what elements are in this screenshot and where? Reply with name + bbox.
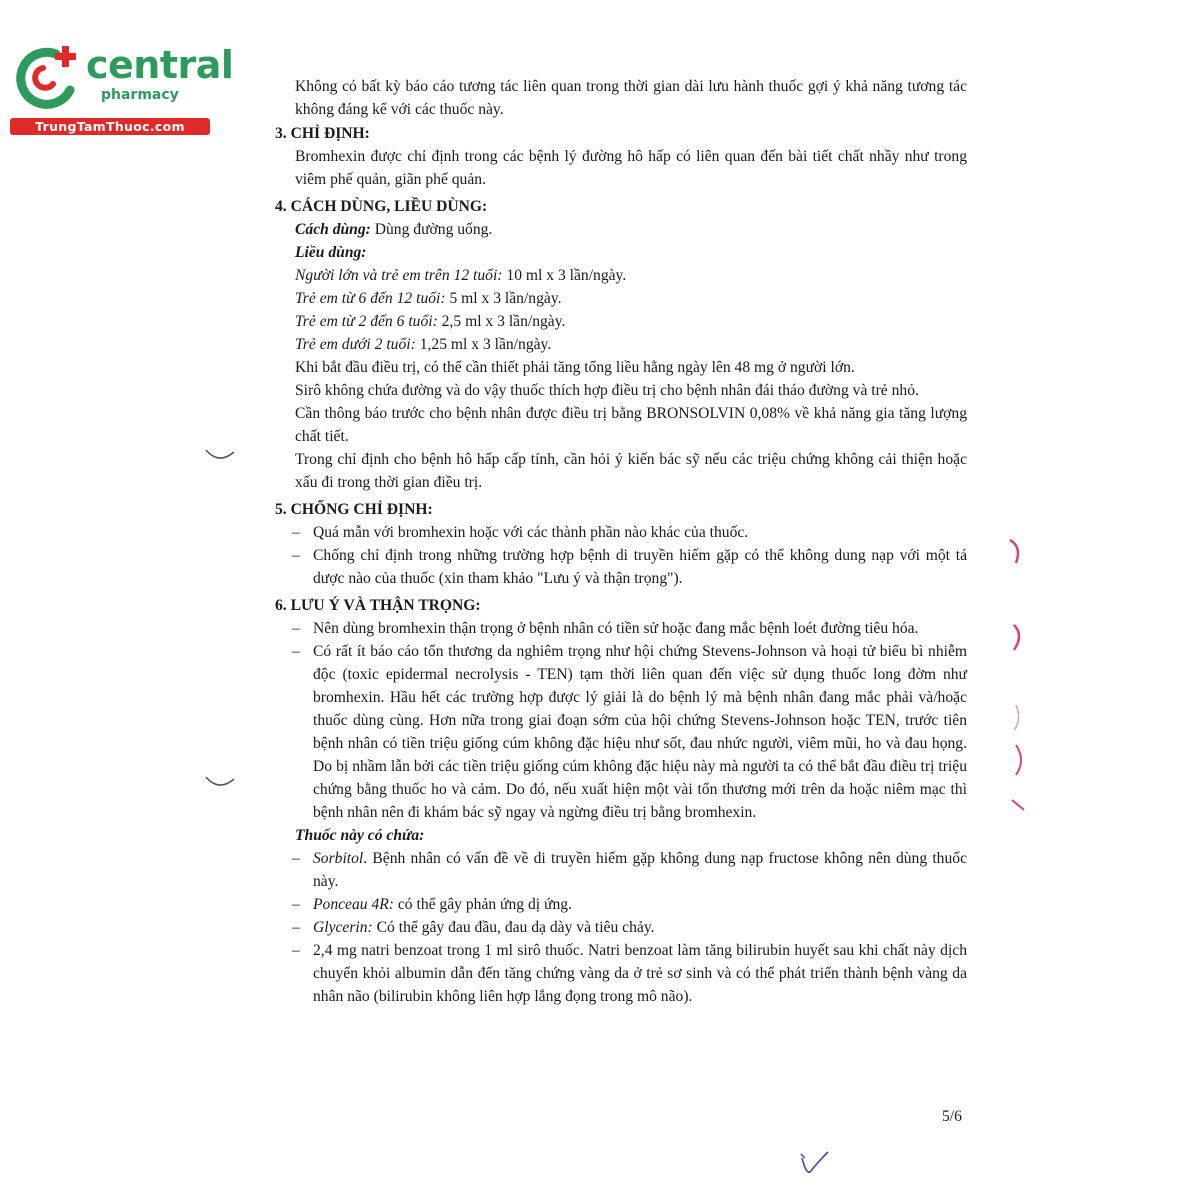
dash-bullet: – <box>292 896 300 913</box>
punch-hole-mark <box>203 772 237 792</box>
dose-line <box>275 287 967 310</box>
excipient-text: có thể gây phản ứng dị ứng. <box>393 896 572 913</box>
pharmacy-cross-icon <box>10 38 90 118</box>
central-pharmacy-logo <box>10 38 234 138</box>
page-number: 5/6 <box>942 1108 962 1125</box>
usage-label: Cách dùng: <box>295 221 371 238</box>
section-5-heading: 5. CHỐNG CHỈ ĐỊNH: <box>275 501 433 518</box>
dash-bullet: – <box>292 524 300 541</box>
interaction-note: Không có bất kỳ báo cáo tương tác liên quan trong thời gian dài lưu hành thuốc gợi ý khả năng tương tác không đáng kể với các thuốc này. <box>295 78 967 118</box>
list-item-text: Có rất ít báo cáo tổn thương da nghiêm trọng như hội chứng Stevens-Johnson và hoại tử biểu bì nhiễm độc (toxic epidermal necrolysis - TEN) tạm thời liên quan đến việc sử dụng thuốc long đờm như bromhexin. Hầu hết các trường hợp được lý giải là do bệnh lý mà bệnh nhân đang mắc phải và/hoặc thuốc dùng cùng. Hơn nữa trong giai đoạn sớm của hội chứng Stevens-Johnson hoặc TEN, trước tiên bệnh nhân có tiền triệu giống cúm không đặc hiệu như sốt, đau nhức người, viêm mũi, ho và đau họng. Do bị nhầm lẫn bởi các tiền triệu giống cúm không đặc hiệu này mà người ta có thể bắt đầu điều trị triệu chứng bằng thuốc ho và cảm. Do đó, nếu xuất hiện một vài tổn thương mới trên da hoặc niêm mạc thì bệnh nhân nên đi khám bác sỹ ngay và ngừng điều trị bằng bromhexin. <box>313 643 967 821</box>
dosage-note: Trong chỉ định cho bệnh hô hấp cấp tính, cần hỏi ý kiến bác sỹ nếu các triệu chứng không cải thiện hoặc xấu đi trong thời gian điều trị. <box>295 451 967 491</box>
dash-bullet: – <box>292 547 300 564</box>
usage-line <box>275 218 967 241</box>
usage-text: Dùng đường uống. <box>370 221 493 238</box>
list-item-text: Nên dùng bromhexin thận trọng ở bệnh nhân có tiền sử hoặc đang mắc bệnh loét đường tiêu hóa. <box>313 620 919 637</box>
dash-bullet: – <box>292 620 300 637</box>
website-banner: TrungTamThuoc.com <box>10 118 210 135</box>
list-item <box>275 521 967 544</box>
brand-name: central <box>86 43 234 87</box>
dose-line <box>275 333 967 356</box>
leaflet-page <box>275 75 967 1008</box>
indication-text: Bromhexin được chỉ định trong các bệnh lý đường hô hấp có liên quan đến bài tiết chất nhầy như trong viêm phế quản, giãn phế quản. <box>295 148 967 188</box>
dosage-note: Sirô không chứa đường và do vậy thuốc thích hợp điều trị cho bệnh nhân đái tháo đường và trẻ nhỏ. <box>295 382 919 399</box>
excipient-text: Có thể gây đau đầu, đau dạ dày và tiêu chảy. <box>372 919 655 936</box>
excipient-name: Glycerin: <box>313 919 373 936</box>
contains-label: Thuốc này có chứa: <box>295 827 425 844</box>
list-item-text: Quá mẫn với bromhexin hoặc với các thành phần nào khác của thuốc. <box>313 524 749 541</box>
list-item <box>275 893 967 916</box>
excipient-text: . Bệnh nhân có vấn đề về di truyền hiếm gặp không dung nạp fructose không nên dùng thuốc này. <box>313 850 967 890</box>
dash-bullet: – <box>292 643 300 660</box>
dash-bullet: – <box>292 919 300 936</box>
list-item <box>275 916 967 939</box>
dash-bullet: – <box>292 942 300 959</box>
punch-hole-mark <box>203 445 237 465</box>
dosage-note: Khi bắt đầu điều trị, có thể cần thiết phải tăng tổng liều hằng ngày lên 48 mg ở người lớn. <box>295 359 855 376</box>
list-item <box>275 847 967 893</box>
list-item <box>275 617 967 640</box>
excipient-text: 2,4 mg natri benzoat trong 1 ml sirô thuốc. Natri benzoat làm tăng bilirubin huyết sau khi chất này dịch chuyển khỏi albumin dẫn đến tăng chứng vàng da ở trẻ sơ sinh và có thể phát triển thành bệnh vàng da nhân não (bilirubin không liên hợp lắng đọng trong mô não). <box>313 942 967 1005</box>
contraindication-list <box>275 521 967 590</box>
list-item <box>275 640 967 824</box>
brand-subtitle: pharmacy <box>101 87 179 103</box>
dose-group: Trẻ em dưới 2 tuổi: <box>295 336 416 353</box>
section-6-heading: 6. LƯU Ý VÀ THẬN TRỌNG: <box>275 597 481 614</box>
list-item <box>275 544 967 590</box>
dosage-label: Liều dùng: <box>295 244 367 261</box>
excipient-name: Ponceau 4R: <box>313 896 394 913</box>
dose-amount: 2,5 ml x 3 lần/ngày. <box>437 313 566 330</box>
excipient-name: Sorbitol <box>313 850 364 867</box>
precaution-list <box>275 617 967 824</box>
dose-group: Người lớn và trẻ em trên 12 tuổi: <box>295 267 503 284</box>
dose-amount: 1,25 ml x 3 lần/ngày. <box>415 336 552 353</box>
section-3-heading: 3. CHỈ ĐỊNH: <box>275 125 370 142</box>
dosage-note: Cần thông báo trước cho bệnh nhân được điều trị bằng BRONSOLVIN 0,08% về khả năng gia tăng lượng chất tiết. <box>295 405 967 445</box>
section-4-heading: 4. CÁCH DÙNG, LIỀU DÙNG: <box>275 198 488 215</box>
list-item-text: Chống chỉ định trong những trường hợp bệnh di truyền hiếm gặp có thể không dung nạp với một tá dược nào của thuốc (xin tham khảo "Lưu ý và thận trọng"). <box>313 547 967 587</box>
handwritten-tick-mark <box>798 1148 832 1178</box>
dash-bullet: – <box>292 850 300 867</box>
excipient-list <box>275 847 967 1008</box>
partial-stamp <box>1000 535 1040 825</box>
dose-group: Trẻ em từ 2 đến 6 tuổi: <box>295 313 438 330</box>
dose-line <box>275 310 967 333</box>
dose-amount: 5 ml x 3 lần/ngày. <box>445 290 562 307</box>
list-item <box>275 939 967 1008</box>
dose-group: Trẻ em từ 6 đến 12 tuổi: <box>295 290 446 307</box>
dose-amount: 10 ml x 3 lần/ngày. <box>502 267 627 284</box>
dose-line <box>275 264 967 287</box>
